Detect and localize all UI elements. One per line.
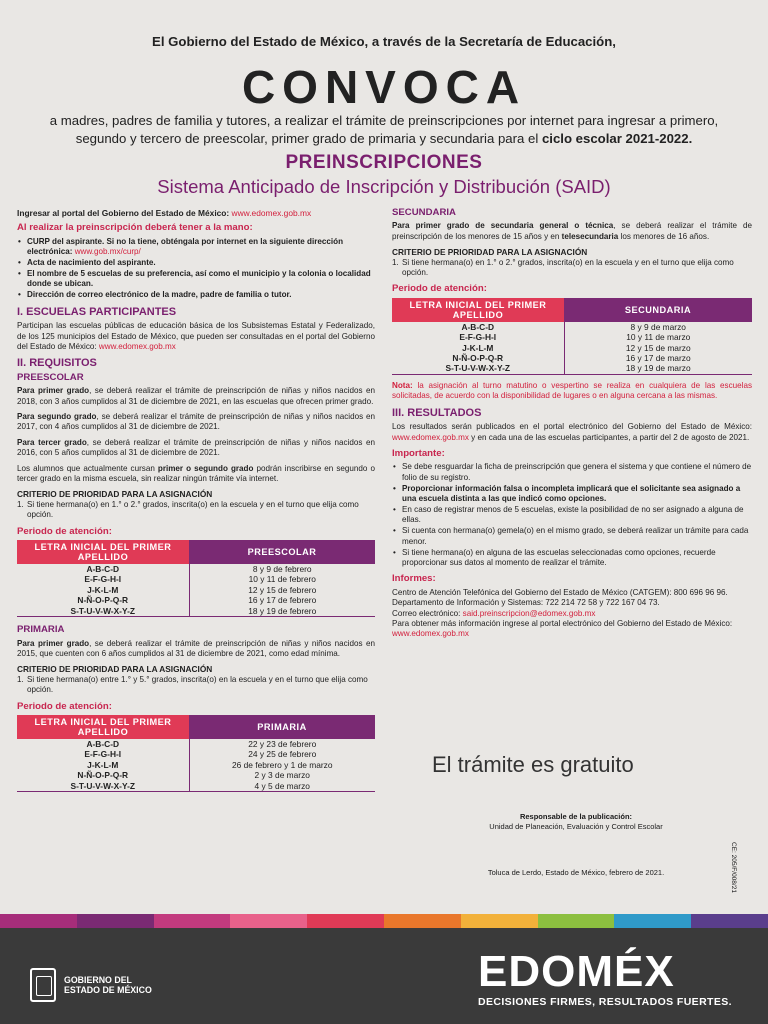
bold-lead: Para segundo grado — [17, 412, 97, 421]
para-text: , se deberá realizar el trámite de preinscripción de niñas y niños nacidos en 2018, con 3 años cumplidos al 31 de diciembre de 2021, en las escuelas que ofrecen primer grado. — [17, 386, 375, 406]
primaria-heading: PRIMARIA — [17, 624, 65, 636]
col-header-primaria: PRIMARIA — [189, 715, 375, 739]
portal-text: Ingresar al portal del Gobierno del Estado de México: — [17, 208, 232, 218]
table-row — [392, 353, 752, 363]
list-item: • Proporcionar información falsa o incompleta implicará que el solicitante sea asignado a una escuela distinta a las que indicó como opciones. — [392, 484, 752, 505]
responsable-title: Responsable de la publicación: — [519, 812, 633, 821]
table-row — [392, 332, 752, 342]
letters-cell: N-Ñ-O-P-Q-R — [17, 770, 189, 780]
date-cell: 18 y 19 de febrero — [189, 606, 375, 617]
intro-line-1: a madres, padres de familia y tutores, a realizar el trámite de preinscripciones por internet para ingresar a primero, — [49, 113, 719, 128]
header-line: El Gobierno del Estado de México, a través de la Secretaría de Educación, — [152, 34, 616, 49]
table-header-row — [392, 298, 752, 322]
letters-cell: S-T-U-V-W-X-Y-Z — [17, 781, 189, 792]
col-header-letra: LETRA INICIAL DEL PRIMER APELLIDO — [17, 715, 189, 739]
section-title-requisitos: II. REQUISITOS — [17, 357, 97, 370]
importante-list — [392, 462, 752, 568]
table-row — [17, 781, 375, 792]
letters-cell: J-K-L-M — [17, 585, 189, 595]
right-column — [392, 208, 752, 640]
para-text: y en cada una de las escuelas participantes, a partir del 2 de agosto de 2021. — [468, 432, 750, 442]
list-item: • El nombre de 5 escuelas de su preferencia, así como el municipio y la colonia o localidad donde se ubican. — [17, 269, 375, 290]
gobierno-line-1: GOBIERNO DEL — [64, 975, 132, 985]
list-item: • En caso de registrar menos de 5 escuelas, existe la posibilidad de no ser asignado a alguna de ellas. — [392, 505, 752, 526]
letters-cell: J-K-L-M — [392, 343, 564, 353]
date-cell: 16 y 17 de febrero — [248, 595, 317, 606]
para-text: Los resultados serán publicados en el portal electrónico del Gobierno del Estado de México: — [392, 422, 752, 432]
note-body: la asignación al turno matutino o vespertino se realiza en cualquiera de las escuelas solicitadas, de acuerdo con la disponibilidad de lugares o en alguna cercana a las mismas. — [392, 380, 752, 401]
col-header-preescolar: PREESCOLAR — [189, 540, 375, 564]
date-cell: 22 y 23 de febrero — [248, 738, 317, 749]
stripe-segment — [154, 914, 231, 928]
letters-cell: N-Ñ-O-P-Q-R — [17, 595, 189, 605]
date-cell: 16 y 17 de marzo — [625, 353, 691, 364]
preescolar-heading: PREESCOLAR — [17, 371, 84, 383]
stripe-segment — [538, 914, 615, 928]
list-item — [17, 237, 375, 258]
primaria-table — [17, 715, 375, 792]
hand-title: Al realizar la preinscripción deberá tener a la mano: — [17, 222, 253, 234]
color-stripe — [0, 914, 768, 928]
letters-cell: S-T-U-V-W-X-Y-Z — [392, 363, 564, 374]
para-text: Los alumnos que actualmente cursan — [17, 463, 158, 473]
table-header-row — [17, 715, 375, 739]
resultados-text — [392, 422, 752, 443]
table-header-row — [17, 540, 375, 564]
bold-lead: Para primer grado de secundaria general o técnica — [392, 221, 614, 231]
preescolar-p1 — [17, 386, 375, 407]
date-cell: 18 y 19 de marzo — [564, 363, 752, 374]
section-title-escuelas: I. ESCUELAS PARTICIPANTES — [17, 305, 177, 318]
place-date: Toluca de Lerdo, Estado de México, febrero de 2021. — [487, 868, 665, 877]
list-item: • Acta de nacimiento del aspirante. — [17, 258, 375, 268]
note-label: Nota: — [392, 380, 413, 390]
convoca-title: CONVOCA — [241, 61, 527, 113]
gobierno-line-2: ESTADO DE MÉXICO — [64, 985, 152, 995]
edomex-wordmark: EDOMÉX — [478, 947, 675, 996]
secundaria-p1 — [392, 221, 752, 242]
bold-lead: primer o segundo grado — [157, 463, 254, 473]
publication-code: CE: 205/F/008/21 — [730, 842, 737, 893]
intro-cycle: ciclo escolar 2021-2022. — [541, 131, 693, 146]
letters-cell: E-F-G-H-I — [17, 749, 189, 759]
para-text: , se deberá realizar el trámite de preinscripción de niñas y niños nacidos en 2015, que cuenten con 6 años cumplidos al 31 de diciembre de 2021, como edad mínima. — [17, 638, 375, 658]
period-title-primaria: Periodo de atención: — [17, 700, 112, 712]
date-cell: 12 y 15 de febrero — [248, 584, 317, 595]
letters-cell: A-B-C-D — [17, 564, 189, 574]
left-column — [17, 208, 375, 796]
criterio-text: Si tiene hermana(o) entre 1.° y 5.° grados, inscrita(o) en la escuela y en el turno que elija como opción. — [27, 674, 368, 695]
table-row — [17, 749, 375, 759]
para-text: Para obtener más información ingrese al portal electrónico del Gobierno del Estado de México: — [392, 619, 733, 628]
para-text: , se deberá realizar el trámite de preinscripción de los menores de 15 años y en — [392, 221, 752, 241]
col-header-letra: LETRA INICIAL DEL PRIMER APELLIDO — [392, 298, 564, 322]
escuelas-text — [17, 321, 375, 352]
stripe-segment — [230, 914, 307, 928]
preescolar-table — [17, 540, 375, 617]
curp-link[interactable]: www.gob.mx/curp/ — [74, 247, 141, 257]
preescolar-p4 — [17, 464, 375, 485]
stripe-segment — [77, 914, 154, 928]
date-cell: 4 y 5 de marzo — [189, 781, 375, 792]
criterio-title-preescolar: CRITERIO DE PRIORIDAD PARA LA ASIGNACIÓN — [17, 489, 213, 500]
edomex-logo — [478, 947, 732, 1008]
gratuito-text: El trámite es gratuito — [432, 752, 634, 777]
informes-line-1: Centro de Atención Telefónica del Gobierno del Estado de México (CATGEM): 800 696 96 96. — [392, 587, 728, 597]
letters-cell: J-K-L-M — [17, 760, 189, 770]
criterio-list-preescolar — [17, 500, 375, 521]
informes-line-3 — [392, 609, 752, 619]
period-title-secundaria: Periodo de atención: — [392, 283, 487, 295]
col-header-secundaria: SECUNDARIA — [564, 298, 752, 322]
para-text: , se deberá realizar el trámite de preinscripción de niñas y niños nacidos en 2016, con 5 años cumplidos al 31 de diciembre de 2021. — [17, 437, 376, 458]
table-row — [17, 595, 375, 605]
section-title-resultados: III. RESULTADOS — [392, 406, 482, 419]
date-cell: 10 y 11 de febrero — [248, 574, 316, 585]
list-item: 1. Si tiene hermana(o) en 1.° o 2.° grados, inscrita(o) en la escuela y en el turno que elija como opción. — [17, 499, 359, 520]
letters-cell: A-B-C-D — [17, 739, 189, 749]
escuelas-body: Participan las escuelas públicas de educación básica de los Subsistemas Estatal y Federalizado, de los 125 municipios del Estado de México, que pueden ser consultadas en el portal del Gobierno del Estado de México: — [17, 321, 375, 351]
intro-line-2: segundo y tercero de preescolar, primer grado de primaria y secundaria para el — [75, 131, 542, 146]
preescolar-p2 — [17, 412, 375, 433]
hand-item-text: CURP del aspirante. Si no la tiene, obténgala por internet en la siguiente dirección electrónica: — [27, 236, 344, 257]
list-item: • Si tiene hermana(o) en alguna de las escuelas seleccionadas como opciones, recuerde proporcionar sus datos al momento de realizar el trámite. — [392, 548, 752, 569]
para-text: los menores de 16 años. — [618, 231, 710, 241]
note-text — [392, 381, 752, 402]
table-row — [17, 760, 375, 770]
letters-cell: E-F-G-H-I — [392, 332, 564, 342]
escuelas-link[interactable]: www.edomex.gob.mx — [98, 341, 176, 351]
criterio-list-secundaria — [392, 258, 752, 279]
col-header-letra: LETRA INICIAL DEL PRIMER APELLIDO — [17, 540, 189, 564]
date-cell: 2 y 3 de marzo — [254, 770, 310, 781]
stripe-segment — [0, 914, 77, 928]
list-item: 1. Si tiene hermana(o) entre 1.° y 5.° grados, inscrita(o) en la escuela y en el turno que elija como opción. — [17, 674, 368, 695]
secundaria-table — [392, 298, 752, 375]
stripe-segment — [384, 914, 461, 928]
para-text: podrán inscribirse en segundo o tercer grado en la misma escuela, sin realizar ningún trámite vía internet. — [17, 463, 375, 484]
responsable-unit: Unidad de Planeación, Evaluación y Control Escolar — [489, 822, 663, 831]
portal-line — [17, 208, 375, 218]
date-cell: 8 y 9 de febrero — [252, 564, 312, 575]
gobierno-text — [64, 975, 152, 995]
table-row — [392, 363, 752, 374]
email-link[interactable]: said.preinscripcion@edomex.gob.mx — [462, 608, 596, 618]
table-row — [392, 343, 752, 353]
criterio-text: Si tiene hermana(o) en 1.° o 2.° grados, inscrita(o) en la escuela y en el turno que elija como opción. — [402, 257, 734, 278]
list-item: 1. Si tiene hermana(o) en 1.° o 2.° grados, inscrita(o) en la escuela y en el turno que elija como opción. — [392, 257, 734, 278]
informes-link[interactable]: www.edomex.gob.mx — [392, 629, 469, 639]
importante-title: Importante: — [392, 447, 445, 459]
list-item: • Se debe resguardar la ficha de preinscripción que genera el sistema y que contiene el número de folio de su registro. — [392, 462, 752, 483]
footer — [0, 928, 768, 1024]
letters-cell: S-T-U-V-W-X-Y-Z — [17, 606, 189, 617]
preinscripciones-title: PREINSCRIPCIONES — [285, 152, 483, 173]
hand-list — [17, 237, 375, 301]
table-row — [17, 739, 375, 749]
bold-lead: Para primer grado — [17, 638, 90, 648]
stripe-segment — [307, 914, 384, 928]
seal-icon — [30, 968, 56, 1002]
para-text: , se deberá realizar el trámite de preinscripción de niñas y niños nacidos en 2017, con 4 años cumplidos al 31 de diciembre de 2021. — [17, 412, 375, 432]
date-cell: 8 y 9 de marzo — [630, 321, 686, 332]
table-row — [17, 585, 375, 595]
informes-line-4 — [392, 619, 752, 640]
table-row — [17, 770, 375, 780]
table-row — [17, 564, 375, 574]
period-title-preescolar: Periodo de atención: — [17, 525, 112, 537]
table-row — [392, 322, 752, 332]
stripe-segment — [614, 914, 691, 928]
responsable — [440, 812, 712, 832]
preescolar-p3 — [17, 438, 375, 459]
date-cell: 12 y 15 de marzo — [625, 342, 691, 353]
intro-text — [28, 112, 740, 148]
bold-lead: Para primer grado — [17, 386, 90, 396]
letters-cell: A-B-C-D — [392, 322, 564, 332]
letters-cell: E-F-G-H-I — [17, 574, 189, 584]
primaria-p1 — [17, 639, 375, 660]
date-cell: 26 de febrero y 1 de marzo — [231, 759, 333, 770]
informes-title: Informes: — [392, 573, 436, 585]
secundaria-heading: SECUNDARIA — [392, 207, 456, 218]
criterio-title-primaria: CRITERIO DE PRIORIDAD PARA LA ASIGNACIÓN — [17, 664, 213, 675]
edomex-tagline: DECISIONES FIRMES, RESULTADOS FUERTES. — [478, 996, 732, 1008]
resultados-link[interactable]: www.edomex.gob.mx — [392, 432, 469, 442]
table-row — [17, 606, 375, 617]
criterio-text: Si tiene hermana(o) en 1.° o 2.° grados, inscrita(o) en la escuela y en el turno que elija como opción. — [27, 499, 359, 520]
gobierno-logo — [30, 968, 152, 1002]
said-title: Sistema Anticipado de Inscripción y Distribución (SAID) — [157, 176, 611, 197]
date-cell: 10 y 11 de marzo — [626, 332, 691, 343]
stripe-segment — [691, 914, 768, 928]
bold-lead: Para tercer grado — [17, 437, 87, 447]
table-row — [17, 574, 375, 584]
informes-line-2: Departamento de Información y Sistemas: 722 214 72 58 y 722 167 04 73. — [392, 598, 660, 608]
letters-cell: N-Ñ-O-P-Q-R — [392, 353, 564, 363]
para-text: Correo electrónico: — [392, 608, 463, 618]
criterio-list-primaria — [17, 675, 375, 696]
criterio-title-secundaria: CRITERIO DE PRIORIDAD PARA LA ASIGNACIÓN — [392, 247, 588, 258]
stripe-segment — [461, 914, 538, 928]
list-item: • Si cuenta con hermana(o) gemela(o) en el mismo grado, se deberá realizar un trámite para cada menor. — [392, 526, 752, 547]
date-cell: 24 y 25 de febrero — [248, 749, 317, 760]
list-item: • Dirección de correo electrónico de la madre, padre de familia o tutor. — [17, 290, 375, 300]
bold-lead: telesecundaria — [561, 231, 619, 241]
portal-link[interactable]: www.edomex.gob.mx — [231, 208, 312, 218]
